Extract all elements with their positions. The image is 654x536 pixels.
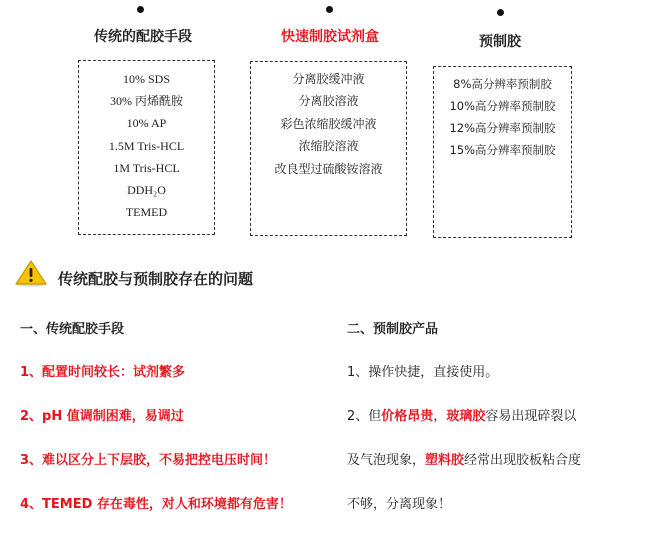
problem-item: 1、配置时间较长：试剂繁多 (20, 365, 186, 380)
text-segment: 2、但 (347, 409, 382, 424)
reagent-item: 改良型过硫酸铵溶液 (274, 161, 383, 176)
precast-con-line: 不够，分离现象！ (347, 497, 452, 512)
reagent-item: DDH₂O (127, 182, 166, 197)
reagent-item: 1.5M Tris-HCL (108, 138, 185, 153)
highlight-glass-gel: 玻璃胶 (446, 409, 486, 424)
traditional-reagents-box (78, 60, 215, 235)
problem-item: 4、TEMED 存在毒性，对人和环境都有危害！ (20, 497, 292, 512)
highlight-expensive: 价格昂贵 (381, 409, 434, 424)
text-segment: 容易出现碎裂以 (485, 409, 577, 424)
text-segment: ， (433, 409, 447, 424)
precast-con-line (347, 449, 581, 468)
column-title-traditional: 传统的配胶手段 (94, 29, 192, 45)
gel-item: 15%高分辨率预制胶 (449, 143, 556, 157)
precast-pro-line: 1、操作快捷，直接使用。 (347, 365, 499, 380)
reagent-item: 分离胶缓冲液 (292, 72, 365, 86)
bullet-dot (326, 6, 333, 13)
reagent-item: 10% SDS (122, 72, 170, 86)
precast-gels-box (433, 66, 572, 238)
reagent-item: 浓缩胶溶液 (298, 139, 359, 154)
section-heading: 传统配胶与预制胶存在的问题 (58, 270, 254, 288)
text-segment: 经常出现胶板粘合度 (464, 453, 582, 468)
problem-item: 2、pH 值调制困难，易调过 (20, 409, 184, 424)
column-title-precast: 预制胶 (479, 34, 521, 50)
bullet-dot (137, 6, 144, 13)
column-title-kit: 快速制胶试剂盒 (281, 29, 379, 45)
reagent-item: 彩色浓缩胶缓冲液 (280, 116, 377, 131)
kit-reagents-box (250, 61, 407, 236)
gel-item: 10%高分辨率预制胶 (449, 99, 556, 113)
reagent-item: 分离胶溶液 (298, 94, 359, 109)
reagent-item: 30% 丙烯酰胺 (110, 94, 183, 109)
reagent-item: 10% AP (126, 116, 167, 131)
warning-icon (14, 259, 48, 287)
text-segment: 及气泡现象， (347, 453, 426, 468)
highlight-plastic-gel: 塑料胶 (425, 453, 465, 468)
precast-product-heading: 二、预制胶产品 (347, 322, 439, 337)
reagent-item: TEMED (125, 205, 168, 220)
problem-item: 3、难以区分上下层胶，不易把控电压时间！ (20, 453, 277, 468)
gel-item: 8%高分辨率预制胶 (453, 77, 552, 91)
precast-con-line (347, 405, 576, 424)
gel-item: 12%高分辨率预制胶 (449, 121, 556, 135)
reagent-item: 1M Tris-HCL (113, 160, 180, 175)
bullet-dot (497, 9, 504, 16)
traditional-method-heading: 一、传统配胶手段 (20, 322, 125, 337)
